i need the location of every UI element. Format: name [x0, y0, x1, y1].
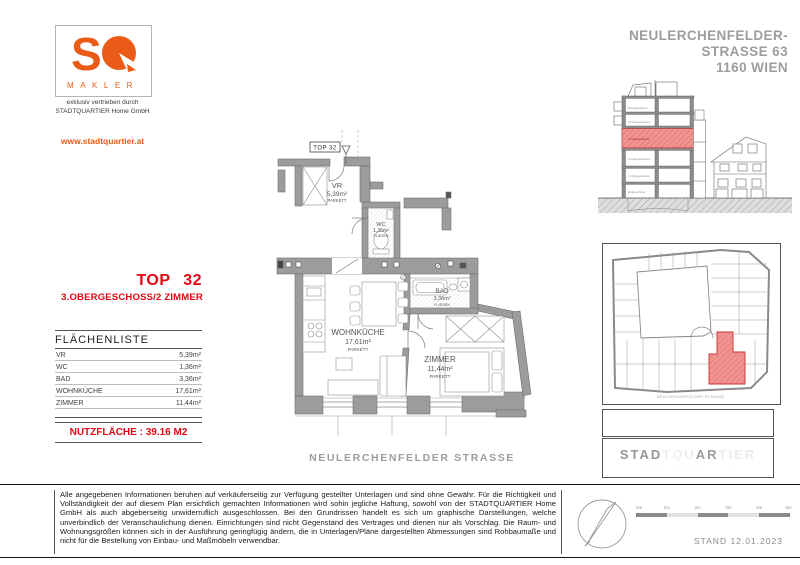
room-name: BAD — [435, 288, 449, 295]
section-floor-label: 4.Obergeschoss — [628, 120, 650, 124]
total-rule — [55, 442, 202, 443]
room-name: VR — [331, 181, 343, 190]
scale-labels — [636, 505, 790, 511]
site-plan-drawing — [603, 244, 778, 402]
row-label: VR — [56, 351, 66, 359]
room-floor: PARKETT — [429, 374, 451, 379]
room-area: 17,61m² — [345, 339, 371, 346]
table-row — [55, 361, 202, 373]
broker-logo-box — [55, 25, 152, 97]
legal-disclaimer: Alle angegebenen Informationen beruhen auf verkäuferseitig zur Verfügung gestellter Unterlagen und sind ohne Gewähr. Für die Richtigkeit und Vollständigkeit der auf diesem Plan ersichtlich gemachten Informationen wird sohin jegliche Haftung, sowohl von der STADTQUARTIER Home GmbH als auch abgeberseitig unwiderruflich ausgeschlossen. Bei den Grundrissen handelt es sich um graphische Darstellungen, welche unverbindlich der Veranschaulichung dienen. Einrichtungen sind nicht Gegenstand des Vertrages und dienen nur als Vorschlag. Die Raum- und Wohnungsgrößen können sich in der Ausführung geringfügig ändern, die in Unterlagen/Pläne dargestellten Abmessungen sind Rohbaumaße und nicht für die Bestellung von Einbau- und Maßmöbeln verwendbar. — [60, 490, 556, 546]
room-area: 1,36m² — [373, 228, 389, 234]
room-area: 5,39m² — [326, 191, 348, 198]
plan-date-stamp: STAND 12.01.2023 — [693, 536, 783, 546]
address-line-3: 1160 WIEN — [716, 60, 788, 75]
scale-tick-label: 5m — [785, 505, 792, 510]
row-value: 17,61m² — [175, 387, 201, 395]
unit-title: TOP 32 — [136, 272, 202, 289]
property-address — [528, 28, 788, 76]
unit-subtitle: 3.OBERGESCHOSS/2 ZIMMER — [61, 292, 203, 303]
section-floor-label: Erdgeschoss — [628, 190, 646, 194]
room-area: 3,36m² — [433, 296, 451, 302]
scale-tick-label: 3m — [725, 505, 732, 510]
row-label: WOHNKÜCHE — [56, 387, 103, 395]
row-label: WC — [56, 363, 68, 371]
scale-bar-segments — [636, 513, 790, 517]
sq-makler-logo-icon — [57, 26, 150, 94]
area-list-heading: FLÄCHENLISTE — [55, 330, 202, 349]
site-plan-street-label: NEULERCHENFELDER STRASSE — [657, 395, 725, 399]
room-name: WOHNKÜCHE — [331, 328, 385, 337]
scale-tick-label: 2m — [694, 505, 701, 510]
area-list-table — [55, 330, 202, 409]
apartment-floor-plan — [270, 130, 560, 442]
address-line-1: NEULERCHENFELDER- — [628, 28, 788, 43]
broker-subline-2: STADTQUARTIER Home GmbH — [55, 107, 150, 115]
room-name: WC — [376, 222, 386, 228]
street-name-label: NEULERCHENFELDER STRASSE — [309, 452, 515, 464]
scale-tick-label: 1m — [663, 505, 670, 510]
stadtquartier-wordmark — [620, 447, 756, 462]
section-floor-label: 2.Obergeschoss — [628, 157, 650, 161]
room-name: ZIMMER — [424, 355, 456, 364]
room-floor: PARKETT — [347, 347, 369, 352]
svg-text:S: S — [71, 28, 102, 80]
north-compass-icon — [574, 496, 630, 554]
broker-subline-1: exklusiv vertrieben durch — [66, 99, 139, 106]
room-floor: FLIESEN — [373, 234, 389, 238]
table-row — [55, 349, 202, 361]
usable-area-total: NUTZFLÄCHE : 39.16 M2 — [69, 427, 188, 438]
row-label: ZIMMER — [56, 399, 84, 407]
row-value: 3,36m² — [179, 375, 201, 383]
plan-top-label: TOP 32 — [313, 145, 337, 152]
disclaimer-left-rule — [54, 490, 55, 554]
row-value: 5,39m² — [179, 351, 201, 359]
wordmark-tagline-dots: · · · · · · · · · — [643, 464, 733, 469]
section-floor-label: 1.Obergeschoss — [628, 174, 650, 178]
address-line-2: STRASSE 63 — [701, 44, 788, 59]
wordmark-part: STAD — [619, 447, 663, 462]
site-plan-box — [602, 243, 781, 405]
footer-bottom-rule — [0, 557, 800, 558]
broker-website-link[interactable]: www.stadtquartier.at — [60, 136, 145, 146]
room-floor: FLIESEN — [434, 303, 450, 307]
makler-label: MAKLER — [67, 81, 139, 90]
scale-tick-label: 4m — [756, 505, 763, 510]
empty-frame — [602, 409, 774, 437]
broker-subline — [30, 99, 175, 116]
building-section-drawing — [598, 80, 792, 232]
room-floor: PARKETT — [327, 198, 347, 203]
row-value: 1,36m² — [179, 363, 201, 371]
scale-bar — [636, 505, 790, 517]
section-floor-label: 3.Obergeschoss — [628, 137, 650, 141]
section-floor-label: Dachgeschoss — [628, 106, 648, 110]
table-row — [55, 385, 202, 397]
row-value: 11,44m² — [175, 399, 201, 407]
stadtquartier-wordmark-box — [602, 438, 774, 478]
table-row — [55, 373, 202, 385]
wordmark-part: TQU — [662, 447, 696, 462]
room-area: 11,44m² — [427, 366, 453, 373]
table-double-rule — [55, 417, 202, 423]
table-row — [55, 397, 202, 409]
footer-top-rule — [0, 484, 800, 485]
scale-tick-label: 0m — [635, 505, 643, 510]
row-label: BAD — [56, 375, 71, 383]
wordmark-part: TIER — [718, 447, 757, 462]
disclaimer-right-rule — [561, 490, 562, 554]
wordmark-part: AR — [695, 447, 719, 462]
